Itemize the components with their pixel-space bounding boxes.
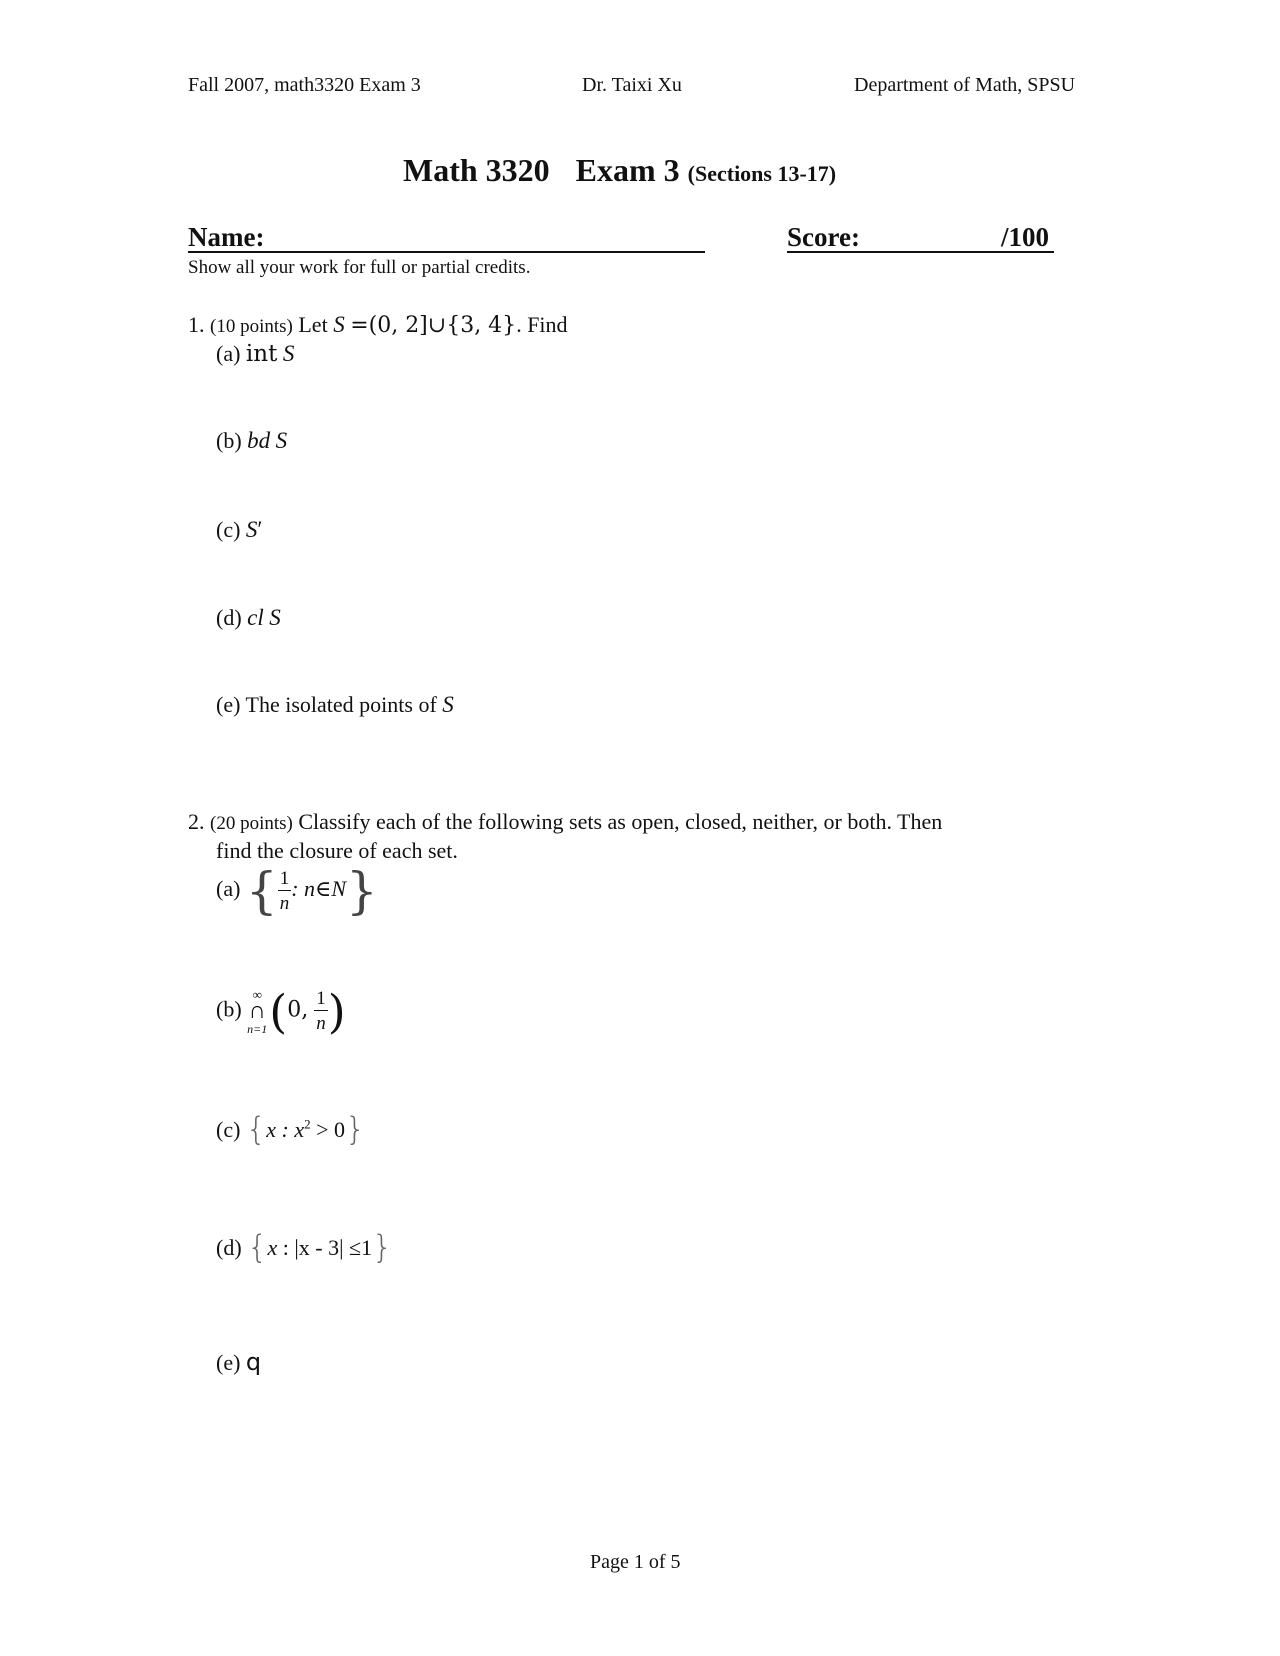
- q1-let: Let: [298, 312, 328, 337]
- q2-part-e: [216, 1348, 261, 1376]
- fraction-numerator: 1: [279, 868, 290, 889]
- q1-part-d: [216, 605, 281, 631]
- q2-part-a-condition: : n∈N: [291, 876, 347, 902]
- q2-part-b-label: (b): [216, 996, 242, 1022]
- intersection-upper-limit: ∞: [252, 987, 262, 1002]
- q1-part-d-var: S: [269, 605, 281, 630]
- name-label: Name:: [188, 222, 265, 252]
- q2-part-a-label: (a): [216, 876, 241, 902]
- q1-points: (10 points): [210, 316, 293, 337]
- score-field-line[interactable]: [787, 251, 1054, 253]
- q1-part-c: [216, 517, 262, 543]
- q1-part-e-var: S: [442, 692, 454, 717]
- instructions: Show all your work for full or partial credits.: [188, 257, 531, 278]
- q2-part-b: [216, 984, 346, 1039]
- q2-part-c-var: x : x: [266, 1117, 305, 1142]
- right-paren: ): [327, 984, 346, 1039]
- q1-number: 1.: [188, 312, 205, 337]
- question-2-stem: [188, 809, 942, 835]
- q1-part-b: [216, 428, 287, 454]
- q2-part-c: [216, 1110, 365, 1148]
- q2-part-a: [216, 862, 378, 920]
- exam-title: [403, 152, 836, 189]
- header-department: Department of Math, SPSU: [854, 74, 1076, 96]
- q1-find: . Find: [516, 312, 568, 337]
- right-brace: }: [345, 1110, 366, 1148]
- exponent: 2: [304, 1116, 311, 1132]
- q1-part-e: [216, 692, 454, 718]
- question-1-stem: [188, 312, 568, 338]
- title-course: Math 3320: [403, 152, 550, 188]
- score-total: /100: [1001, 222, 1050, 252]
- q1-part-a-var: S: [282, 341, 295, 366]
- q2-part-d: [216, 1228, 392, 1266]
- q1-part-d-op: cl: [247, 605, 264, 630]
- q1-part-a-op: int: [245, 341, 278, 367]
- fraction-denominator: n: [316, 1013, 326, 1035]
- left-paren: (: [269, 984, 288, 1039]
- q2-number: 2.: [188, 809, 205, 834]
- rationals-symbol: q: [245, 1348, 262, 1376]
- q2-part-c-label: (c): [216, 1117, 241, 1142]
- q1-part-b-label: (b): [216, 428, 242, 453]
- header-course: Fall 2007, math3320 Exam 3: [188, 74, 421, 96]
- right-brace: }: [346, 862, 378, 920]
- header-instructor: Dr. Taixi Xu: [582, 74, 682, 96]
- q2-text-line2: find the closure of each set.: [216, 838, 458, 863]
- fraction: [314, 989, 328, 1033]
- page-footer: Page 1 of 5: [590, 1551, 681, 1573]
- q1-part-c-prime: ′: [257, 517, 263, 542]
- q2-part-e-label: (e): [216, 1350, 241, 1375]
- q1-part-e-label: (e): [216, 692, 241, 717]
- right-brace: }: [372, 1228, 393, 1266]
- intersection-icon: ∩: [248, 998, 266, 1024]
- title-sections: (Sections 13-17): [687, 161, 837, 186]
- fraction: [278, 869, 292, 913]
- left-brace: {: [245, 862, 278, 920]
- q2-part-d-label: (d): [216, 1235, 242, 1260]
- q2-text-line1: Classify each of the following sets as open, closed, neither, or both. Then: [298, 809, 943, 834]
- title-exam: Exam 3: [575, 152, 680, 188]
- q1-part-c-label: (c): [216, 517, 241, 542]
- fraction-denominator: n: [279, 893, 290, 914]
- q1-part-b-op: bd: [247, 428, 271, 453]
- q2-part-d-condition: : |x - 3| ≤1: [277, 1235, 373, 1260]
- intersection-lower-limit: n=1: [247, 1021, 268, 1036]
- q1-part-c-var: S: [245, 517, 258, 542]
- left-brace: {: [247, 1228, 268, 1266]
- name-field-line[interactable]: [188, 251, 705, 253]
- big-intersection: [247, 988, 267, 1035]
- interval-left-endpoint: 0,: [287, 997, 309, 1023]
- q1-set-def: =(0, 2]∪{3, 4}: [350, 313, 517, 338]
- q2-part-c-condition: > 0: [310, 1117, 346, 1142]
- q1-part-d-label: (d): [216, 605, 242, 630]
- fraction-numerator: 1: [316, 988, 326, 1010]
- score-label: Score:: [787, 222, 860, 252]
- q2-part-d-var: x: [267, 1235, 278, 1260]
- q2-points: (20 points): [210, 813, 293, 834]
- q1-part-a-label: (a): [216, 341, 241, 366]
- q1-part-e-text: The isolated points of: [245, 692, 437, 717]
- q1-part-b-var: S: [275, 428, 288, 453]
- q1-set-var: S: [333, 312, 345, 337]
- left-brace: {: [245, 1110, 267, 1148]
- q1-part-a: [216, 341, 294, 367]
